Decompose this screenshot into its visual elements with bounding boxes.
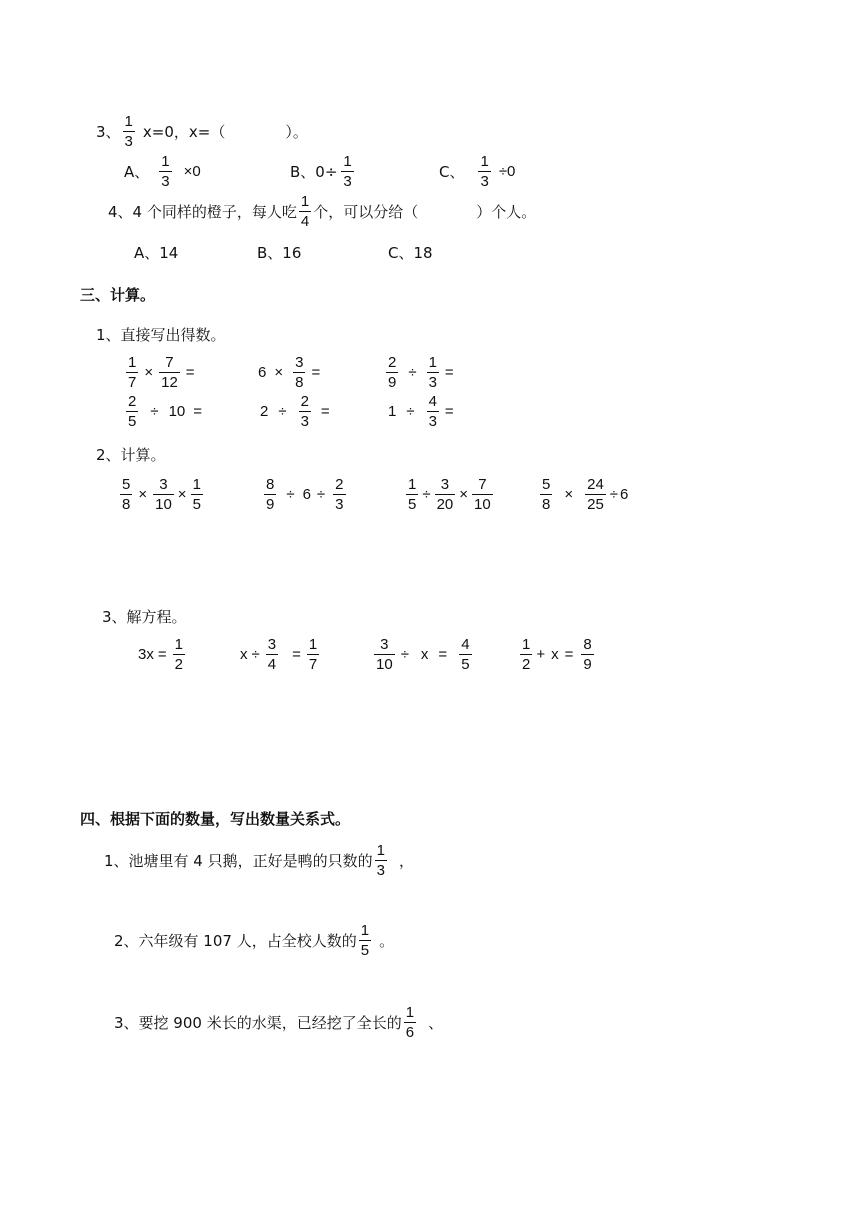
- fraction-denominator: 4: [267, 655, 277, 673]
- q4-option-a[interactable]: A、14: [134, 243, 179, 262]
- fraction-denominator: 7: [308, 655, 318, 673]
- math-term: 1、池塘里有 4 只鹅，正好是鸭的只数的: [104, 851, 373, 870]
- section3-sub3: 3、解方程。: [102, 607, 187, 626]
- math-operator: ÷: [406, 402, 415, 420]
- fraction-numerator: 3: [295, 353, 304, 371]
- math-term: 10: [168, 402, 186, 420]
- fraction: [299, 393, 311, 430]
- fraction-numerator: 2: [128, 392, 137, 410]
- calc-expr-2: [262, 472, 348, 516]
- math-term: x: [420, 645, 429, 663]
- math-term: 2、六年级有 107 人，占全校人数的: [114, 931, 357, 950]
- fraction-denominator: 10: [474, 495, 491, 513]
- math-operator: ÷: [316, 485, 326, 503]
- q3-stem-text: x=0，x=（: [142, 122, 226, 141]
- math-operator: =: [311, 363, 321, 381]
- calc-expr-4: [538, 472, 628, 516]
- fraction-denominator: 10: [155, 495, 172, 513]
- fraction: [386, 354, 398, 391]
- math-term: 。: [379, 931, 395, 950]
- fraction: [459, 636, 471, 673]
- fraction: [264, 476, 276, 513]
- fraction-numerator: 1: [343, 152, 352, 170]
- math-operator: =: [320, 402, 330, 420]
- fraction-denominator: 2: [174, 655, 183, 673]
- fraction-denominator: 9: [388, 373, 397, 391]
- q4-option-b[interactable]: B、16: [257, 243, 302, 262]
- fraction-denominator: 3: [376, 861, 385, 879]
- math-term: A、: [124, 162, 150, 181]
- fraction-numerator: 7: [478, 475, 487, 493]
- fraction-numerator: 1: [300, 192, 310, 210]
- fraction-numerator: 1: [408, 475, 417, 493]
- fraction-numerator: 5: [122, 475, 131, 493]
- math-operator: ×: [274, 363, 284, 381]
- q4-stem: [108, 189, 536, 233]
- math-term: 、: [428, 1013, 444, 1032]
- math-term: 6: [302, 485, 311, 503]
- fraction: [581, 636, 593, 673]
- fraction-numerator: 1: [428, 353, 437, 371]
- math-operator: =: [564, 645, 574, 663]
- fraction-denominator: 6: [405, 1023, 415, 1041]
- calc-expr-3: [404, 472, 495, 516]
- fraction-denominator: 7: [128, 373, 137, 391]
- fraction: [435, 476, 456, 513]
- fraction-numerator: 2: [300, 392, 309, 410]
- fraction: [126, 393, 138, 430]
- calc-expr-1: [118, 472, 205, 516]
- fraction-denominator: 10: [376, 655, 393, 673]
- fraction-denominator: 4: [300, 212, 310, 230]
- math-operator: ×: [144, 363, 154, 381]
- q3-option-a-fraction: [159, 153, 171, 190]
- fraction-numerator: 4: [461, 635, 470, 653]
- q3-option-b-fraction: [341, 153, 353, 190]
- fraction-numerator: 8: [266, 475, 275, 493]
- fraction: [126, 354, 138, 391]
- fraction: [374, 636, 395, 673]
- math-operator: ×: [138, 485, 148, 503]
- fraction-denominator: 5: [360, 941, 370, 959]
- fraction-numerator: 1: [405, 1003, 415, 1021]
- math-operator: ÷: [251, 645, 260, 663]
- math-operator: ÷: [286, 485, 295, 503]
- math-term: 3x: [138, 645, 154, 663]
- math-operator: =: [292, 645, 301, 663]
- fraction-denominator: 3: [124, 132, 133, 150]
- math-term: x: [240, 645, 248, 663]
- equation-1: [138, 632, 187, 676]
- fraction-numerator: 3: [267, 635, 277, 653]
- fraction-denominator: 2: [522, 655, 531, 673]
- direct-expr-3: [384, 350, 458, 394]
- math-operator: ÷: [609, 485, 619, 503]
- fraction-numerator: 24: [587, 475, 604, 493]
- fraction-numerator: 5: [542, 475, 551, 493]
- equation-3: [372, 632, 474, 676]
- math-operator: =: [157, 645, 167, 663]
- fraction: [359, 922, 371, 959]
- section3-title: 三、计算。: [80, 285, 156, 304]
- fraction-denominator: 5: [461, 655, 470, 673]
- fraction-denominator: 3: [428, 412, 437, 430]
- equation-4: [518, 632, 596, 676]
- fraction-numerator: 8: [583, 635, 592, 653]
- math-term: x: [551, 645, 559, 663]
- fraction-denominator: 8: [542, 495, 551, 513]
- section4-item-3: [114, 1000, 443, 1044]
- equation-2: [240, 632, 321, 676]
- fraction-numerator: 3: [380, 635, 389, 653]
- direct-expr-5: [260, 389, 334, 433]
- fraction: [406, 476, 418, 513]
- fraction: [585, 476, 606, 513]
- fraction: [159, 354, 180, 391]
- q3-option-c[interactable]: [439, 149, 515, 193]
- direct-expr-2: [258, 350, 324, 394]
- section4-item-2: [114, 918, 394, 962]
- fraction-numerator: 3: [440, 475, 450, 493]
- math-term: B、0÷: [290, 162, 338, 181]
- math-operator: ÷: [408, 363, 417, 381]
- fraction-denominator: 5: [128, 412, 137, 430]
- direct-expr-1: [124, 350, 199, 394]
- math-operator: =: [444, 402, 454, 420]
- fraction: [333, 476, 345, 513]
- fraction: [307, 636, 319, 673]
- fraction-denominator: 9: [266, 495, 275, 513]
- math-operator: =: [438, 645, 448, 663]
- math-operator: =: [193, 402, 203, 420]
- fraction: [293, 354, 305, 391]
- fraction-numerator: 4: [428, 392, 437, 410]
- fraction-numerator: 2: [335, 475, 344, 493]
- fraction: [173, 636, 185, 673]
- math-operator: ÷: [400, 645, 409, 663]
- fraction-numerator: 1: [192, 475, 201, 493]
- fraction-numerator: 1: [480, 152, 489, 170]
- section4-item-1: [104, 838, 414, 882]
- q4-option-c[interactable]: C、18: [388, 243, 433, 262]
- math-operator: ×: [564, 485, 574, 503]
- q3-option-a[interactable]: [124, 149, 201, 193]
- math-operator: ÷: [150, 402, 159, 420]
- q3-option-c-fraction: [478, 153, 490, 190]
- fraction-denominator: 3: [300, 412, 309, 430]
- fraction: [540, 476, 552, 513]
- fraction: [266, 636, 278, 673]
- math-term: ，: [398, 851, 414, 870]
- fraction-denominator: 20: [436, 495, 454, 513]
- fraction: [153, 476, 174, 513]
- math-operator: ×: [177, 485, 187, 503]
- fraction-denominator: 8: [295, 373, 304, 391]
- fraction-numerator: 1: [128, 353, 137, 371]
- fraction-denominator: 9: [583, 655, 592, 673]
- fraction-numerator: 1: [174, 635, 183, 653]
- fraction-numerator: 1: [308, 635, 318, 653]
- q3-option-b[interactable]: [290, 149, 356, 193]
- fraction-denominator: 25: [587, 495, 604, 513]
- math-term: ×0: [183, 162, 201, 180]
- math-term: 6: [258, 363, 267, 381]
- math-term: 3、要挖 900 米长的水渠，已经挖了全长的: [114, 1013, 402, 1032]
- fraction: [375, 842, 387, 879]
- fraction-numerator: 1: [161, 152, 170, 170]
- section4-title: 四、根据下面的数量，写出数量关系式。: [80, 809, 351, 828]
- q4-fraction: [299, 193, 311, 230]
- fraction-numerator: 1: [360, 921, 370, 939]
- fraction-denominator: 12: [161, 373, 178, 391]
- fraction-numerator: 1: [376, 841, 385, 859]
- fraction-denominator: 3: [161, 172, 170, 190]
- direct-expr-4: [124, 389, 206, 433]
- fraction-denominator: 3: [343, 172, 352, 190]
- fraction-numerator: 2: [388, 353, 397, 371]
- fraction: [191, 476, 203, 513]
- fraction-denominator: 3: [428, 373, 437, 391]
- q3-fraction: [123, 113, 135, 150]
- direct-expr-6: [388, 389, 458, 433]
- fraction: [427, 393, 439, 430]
- math-term: 6: [620, 485, 629, 503]
- math-term: ÷0: [498, 162, 516, 180]
- fraction: [520, 636, 532, 673]
- fraction: [427, 354, 439, 391]
- fraction-numerator: 3: [159, 475, 168, 493]
- math-operator: =: [185, 363, 195, 381]
- fraction-denominator: 5: [192, 495, 201, 513]
- q3-close: ）。: [285, 122, 308, 141]
- fraction-numerator: 1: [522, 635, 531, 653]
- math-operator: ×: [459, 485, 469, 503]
- fraction-denominator: 3: [480, 172, 489, 190]
- section3-sub1: 1、直接写出得数。: [96, 325, 226, 344]
- q3-label: 3、: [96, 122, 121, 141]
- math-operator: ÷: [422, 485, 431, 503]
- section3-sub2: 2、计算。: [96, 445, 166, 464]
- fraction-denominator: 5: [408, 495, 417, 513]
- fraction: [404, 1004, 416, 1041]
- math-operator: ÷: [278, 402, 287, 420]
- math-term: 个，可以分给（: [313, 202, 419, 221]
- math-operator: =: [444, 363, 454, 381]
- fraction: [120, 476, 132, 513]
- math-operator: +: [536, 645, 546, 663]
- math-term: 2: [260, 402, 269, 420]
- math-term: ）个人。: [476, 202, 537, 221]
- q3-stem: [96, 109, 308, 153]
- math-term: C、: [439, 162, 465, 181]
- fraction: [472, 476, 493, 513]
- fraction-denominator: 8: [122, 495, 131, 513]
- fraction-denominator: 3: [335, 495, 344, 513]
- math-term: 1: [388, 402, 397, 420]
- math-term: 4、4 个同样的橙子，每人吃: [108, 202, 297, 221]
- fraction-numerator: 7: [165, 353, 174, 371]
- fraction-numerator: 1: [124, 112, 133, 130]
